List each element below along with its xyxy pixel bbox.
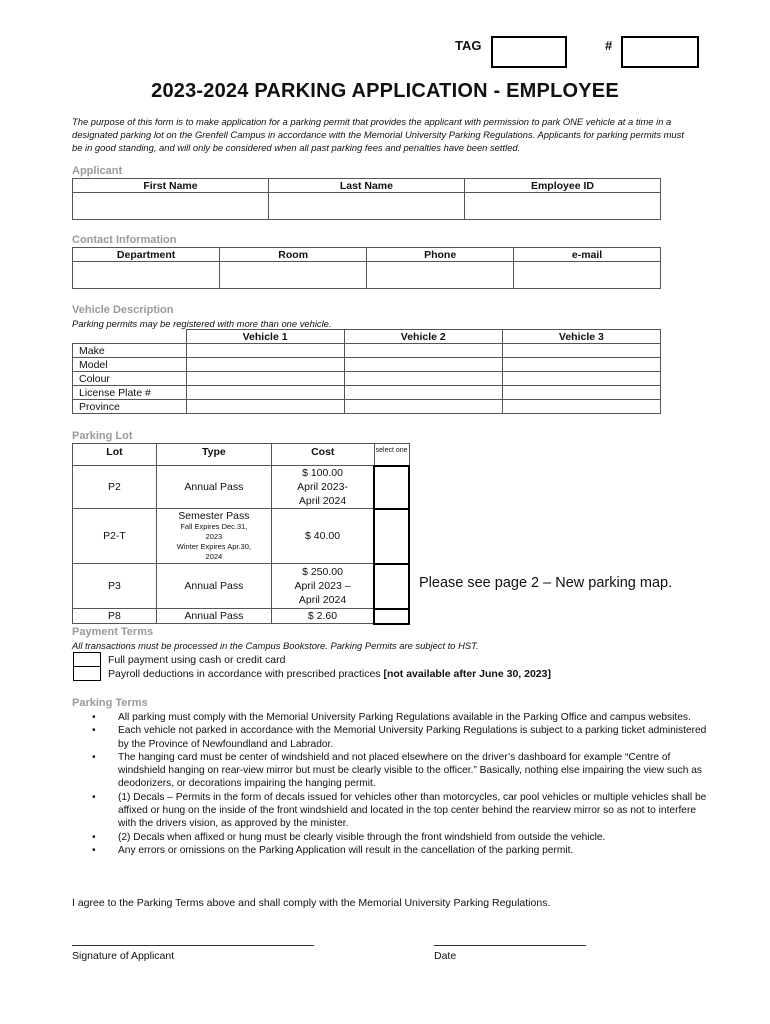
vehicle-cell[interactable] bbox=[344, 358, 502, 372]
payment-heading: Payment Terms bbox=[72, 626, 154, 638]
last-name-header: Last Name bbox=[268, 179, 464, 193]
date-line[interactable] bbox=[434, 945, 586, 946]
tag-label: TAG bbox=[455, 38, 482, 53]
full-payment-label: Full payment using cash or credit card bbox=[108, 654, 286, 666]
select-header: select one bbox=[374, 444, 409, 466]
cost-header: Cost bbox=[271, 444, 374, 466]
room-header: Room bbox=[220, 248, 367, 262]
terms-list bbox=[92, 711, 712, 857]
vehicle-cell[interactable] bbox=[344, 386, 502, 400]
terms-item: • The hanging card must be center of windshield and not placed elsewhere on the driver’s dashboard for example “Centre of windshield hanging on rear-view mirror but must be clearly visible to the officer.” Basically, nothing else impairing the view such as deodorizers, or decorations impairing the hanging permit. bbox=[92, 751, 702, 790]
full-payment-checkbox[interactable] bbox=[73, 652, 101, 667]
select-p3-checkbox[interactable] bbox=[374, 564, 409, 609]
parking-lot-heading: Parking Lot bbox=[72, 430, 133, 442]
lot-p2t: P2-T bbox=[73, 509, 157, 564]
email-header: e-mail bbox=[514, 248, 661, 262]
department-header: Department bbox=[73, 248, 220, 262]
cost-p2: $ 100.00 April 2023- April 2024 bbox=[271, 466, 374, 509]
vehicle-heading: Vehicle Description bbox=[72, 304, 174, 316]
terms-item: • All parking must comply with the Memorial University Parking Regulations available in the Parking Office and campus websites. bbox=[92, 712, 691, 723]
vehicle-cell[interactable] bbox=[186, 344, 344, 358]
payment-note: All transactions must be processed in the Campus Bookstore. Parking Permits are subject to HST. bbox=[72, 640, 479, 651]
first-name-header: First Name bbox=[73, 179, 269, 193]
payroll-deduction-label: Payroll deductions in accordance with prescribed practices [not available after June 30, 2023] bbox=[108, 668, 551, 680]
vehicle-cell[interactable] bbox=[502, 372, 660, 386]
payroll-availability-note: [not available after June 30, 2023] bbox=[383, 668, 551, 680]
contact-heading: Contact Information bbox=[72, 234, 177, 246]
vehicle-2-header: Vehicle 2 bbox=[344, 330, 502, 344]
select-p8-checkbox[interactable] bbox=[374, 609, 409, 624]
date-label: Date bbox=[434, 950, 457, 962]
phone-field[interactable] bbox=[367, 262, 514, 289]
vehicle-cell[interactable] bbox=[502, 400, 660, 414]
signature-label: Signature of Applicant bbox=[72, 950, 175, 962]
type-p8: Annual Pass bbox=[156, 609, 271, 624]
lot-p2: P2 bbox=[73, 466, 157, 509]
applicant-heading: Applicant bbox=[72, 165, 123, 177]
vehicle-1-header: Vehicle 1 bbox=[186, 330, 344, 344]
vehicle-cell[interactable] bbox=[186, 400, 344, 414]
map-note: Please see page 2 – New parking map. bbox=[419, 575, 673, 591]
vehicle-cell[interactable] bbox=[344, 372, 502, 386]
page-title: 2023-2024 PARKING APPLICATION - EMPLOYEE bbox=[151, 80, 619, 102]
vehicle-cell[interactable] bbox=[186, 386, 344, 400]
phone-header: Phone bbox=[367, 248, 514, 262]
cost-p2t: $ 40.00 bbox=[271, 509, 374, 564]
vehicle-cell[interactable] bbox=[344, 344, 502, 358]
parking-lot-table bbox=[72, 443, 410, 625]
vehicle-cell[interactable] bbox=[186, 372, 344, 386]
applicant-table bbox=[72, 178, 661, 220]
vehicle-row-label-colour: Colour bbox=[73, 372, 187, 386]
select-p2-checkbox[interactable] bbox=[374, 466, 409, 509]
vehicle-table bbox=[72, 329, 661, 414]
signature-line[interactable] bbox=[72, 945, 314, 946]
select-p2t-checkbox[interactable] bbox=[374, 509, 409, 564]
employee-id-field[interactable] bbox=[464, 193, 660, 220]
terms-heading: Parking Terms bbox=[72, 697, 148, 709]
vehicle-row-label-make: Make bbox=[73, 344, 187, 358]
first-name-field[interactable] bbox=[73, 193, 269, 220]
terms-item: • Any errors or omissions on the Parking Application will result in the cancellation of the parking permit. bbox=[92, 844, 574, 856]
vehicle-cell[interactable] bbox=[502, 358, 660, 372]
employee-id-header: Employee ID bbox=[464, 179, 660, 193]
lot-p8: P8 bbox=[73, 609, 157, 624]
payroll-deduction-checkbox[interactable] bbox=[73, 666, 101, 681]
agreement-statement: I agree to the Parking Terms above and shall comply with the Memorial University Parking Regulations. bbox=[72, 897, 551, 909]
department-field[interactable] bbox=[73, 262, 220, 289]
lot-p3: P3 bbox=[73, 564, 157, 609]
vehicle-cell[interactable] bbox=[186, 358, 344, 372]
type-p3: Annual Pass bbox=[156, 564, 271, 609]
intro-paragraph: The purpose of this form is to make application for a parking permit that provides the applicant with permission to park ONE vehicle at a time in a designated parking lot on the Grenfell Campus in accordance with the Memorial University Parking Regulations. Applicants for parking permits must be in good standing, and will only be considered when all past parking fees and penalties have been settled. bbox=[72, 116, 684, 153]
contact-table bbox=[72, 247, 661, 289]
cost-p3: $ 250.00 April 2023 – April 2024 bbox=[271, 564, 374, 609]
type-header: Type bbox=[156, 444, 271, 466]
vehicle-3-header: Vehicle 3 bbox=[502, 330, 660, 344]
last-name-field[interactable] bbox=[268, 193, 464, 220]
type-p2t: Semester Pass Fall Expires Dec.31, 2023 Winter Expires Apr.30, 2024 bbox=[156, 509, 271, 564]
lot-header: Lot bbox=[73, 444, 157, 466]
vehicle-cell[interactable] bbox=[344, 400, 502, 414]
terms-item: • (1) Decals – Permits in the form of decals issued for vehicles other than motorcycles, car pool vehicles or multiple vehicles shall be affixed or hung on the inside of the front windshield and located in the top center behind the rearview mirror so as not to interfere with the drivers vision, as approved by the minister. bbox=[92, 791, 707, 830]
cost-p8: $ 2.60 bbox=[271, 609, 374, 624]
vehicle-row-label-model: Model bbox=[73, 358, 187, 372]
vehicle-cell[interactable] bbox=[502, 386, 660, 400]
email-field[interactable] bbox=[514, 262, 661, 289]
room-field[interactable] bbox=[220, 262, 367, 289]
vehicle-cell[interactable] bbox=[502, 344, 660, 358]
terms-item: • Each vehicle not parked in accordance with the Memorial University Parking Regulations is subject to a parking ticket administered by the Province of Newfoundland and Labrador. bbox=[92, 725, 707, 750]
vehicle-note: Parking permits may be registered with more than one vehicle. bbox=[72, 318, 332, 329]
number-input-box[interactable] bbox=[621, 36, 699, 68]
tag-input-box[interactable] bbox=[491, 36, 567, 68]
type-p2: Annual Pass bbox=[156, 466, 271, 509]
vehicle-row-label-plate: License Plate # bbox=[73, 386, 187, 400]
number-label: # bbox=[605, 38, 613, 53]
vehicle-row-label-province: Province bbox=[73, 400, 187, 414]
terms-item: • (2) Decals when affixed or hung must be clearly visible through the front windshield from outside the vehicle. bbox=[92, 831, 606, 843]
